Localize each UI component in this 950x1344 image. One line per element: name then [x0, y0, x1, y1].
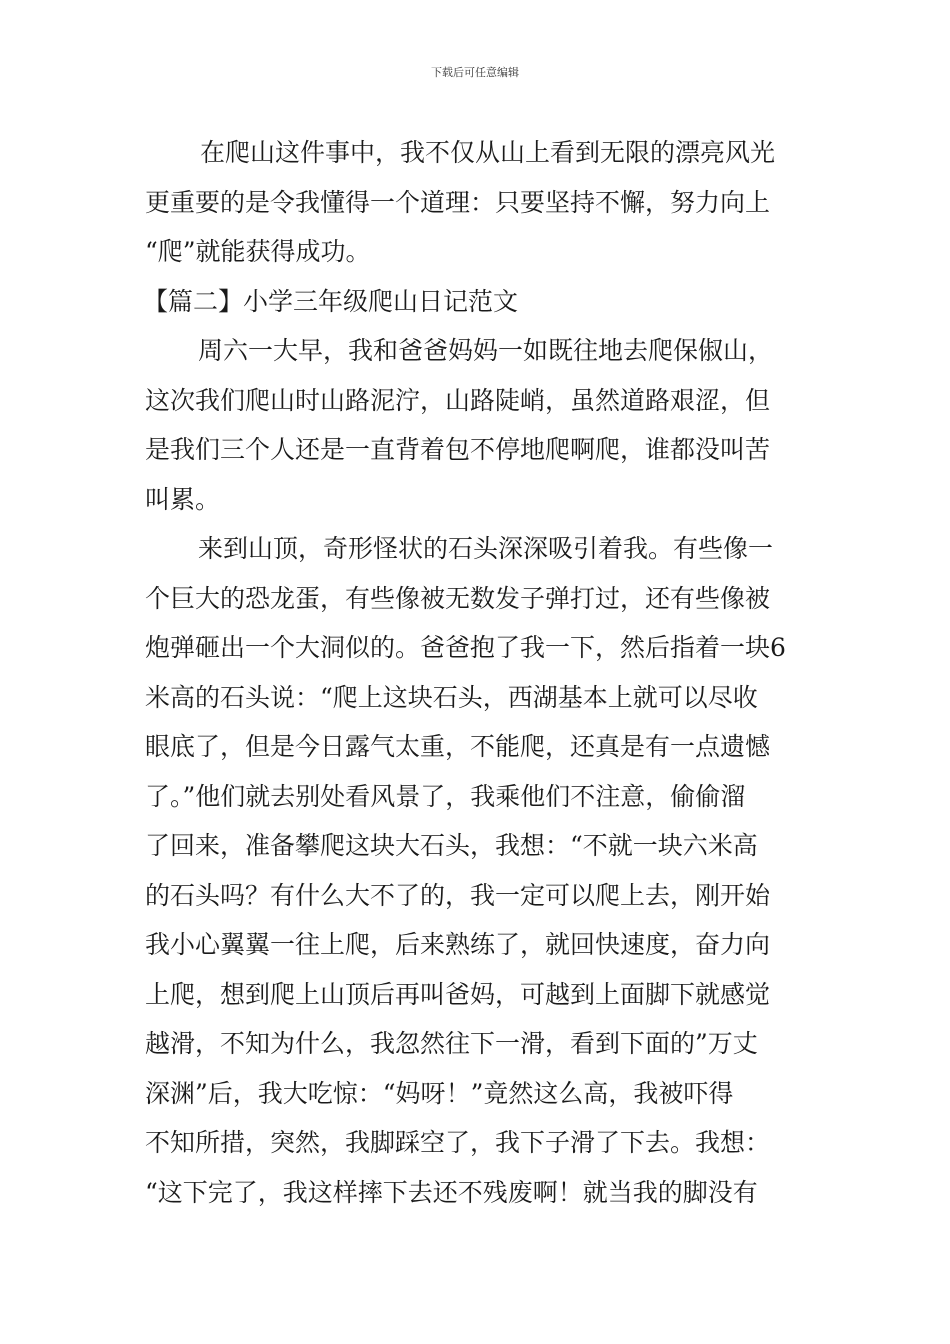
text-line: 我小心翼翼一往上爬，后来熟练了，就回快速度，奋力向 — [145, 930, 771, 959]
text-line: 更重要的是令我懂得一个道理：只要坚持不懈，努力向上 — [145, 187, 771, 217]
text-line: 上爬，想到爬上山顶后再叫爸妈，可越到上面脚下就感觉 — [145, 979, 771, 1009]
text-line: 来到山顶，奇形怪状的石头深深吸引着我。有些像一 — [198, 534, 774, 563]
text-line: 眼底了，但是今日露气太重，不能爬，还真是有一点遗憾 — [145, 732, 771, 761]
text-line: 炮弹砸出一个大洞似的。爸爸抱了我一下，然后指着一块6 — [145, 633, 786, 662]
text-line: 个巨大的恐龙蛋，有些像被无数发子弹打过，还有些像被 — [145, 583, 771, 613]
text-line: 在爬山这件事中，我不仅从山上看到无限的漂亮风光 — [200, 138, 776, 167]
document-body — [145, 128, 807, 1217]
text-line: 越滑，不知为什么，我忽然往下一滑，看到下面的”万丈 — [145, 1029, 758, 1058]
text-line: 这次我们爬山时山路泥泞，山路陡峭，虽然道路艰涩，但 — [145, 385, 771, 415]
text-line: 是我们三个人还是一直背着包不停地爬啊爬，谁都没叫苦 — [145, 435, 771, 464]
text-line: 了。”他们就去别处看风景了，我乘他们不注意，偷偷溜 — [145, 781, 746, 811]
text-line: 米高的石头说：“爬上这块石头，西湖基本上就可以尽收 — [145, 682, 758, 712]
text-line: 了回来，准备攀爬这块大石头，我想：“不就一块六米高 — [145, 831, 758, 860]
text-line: 周六一大早，我和爸爸妈妈一如既往地去爬保俶山， — [198, 336, 774, 365]
text-line: 的石头吗？有什么大不了的，我一定可以爬上去，刚开始 — [145, 880, 771, 910]
text-line: 叫累。 — [145, 484, 221, 514]
page-header: 下载后可任意编辑 — [431, 66, 519, 79]
text-line: “爬”就能获得成功。 — [145, 237, 371, 266]
text-line: 不知所措，突然，我脚踩空了，我下子滑了下去。我想： — [145, 1128, 771, 1157]
text-line: “这下完了，我这样摔下去还不残废啊！就当我的脚没有 — [145, 1177, 758, 1207]
section-heading: 【篇二】小学三年级爬山日记范文 — [143, 286, 519, 316]
text-line: 深渊”后，我大吃惊：“妈呀！”竟然这么高，我被吓得 — [145, 1078, 734, 1108]
